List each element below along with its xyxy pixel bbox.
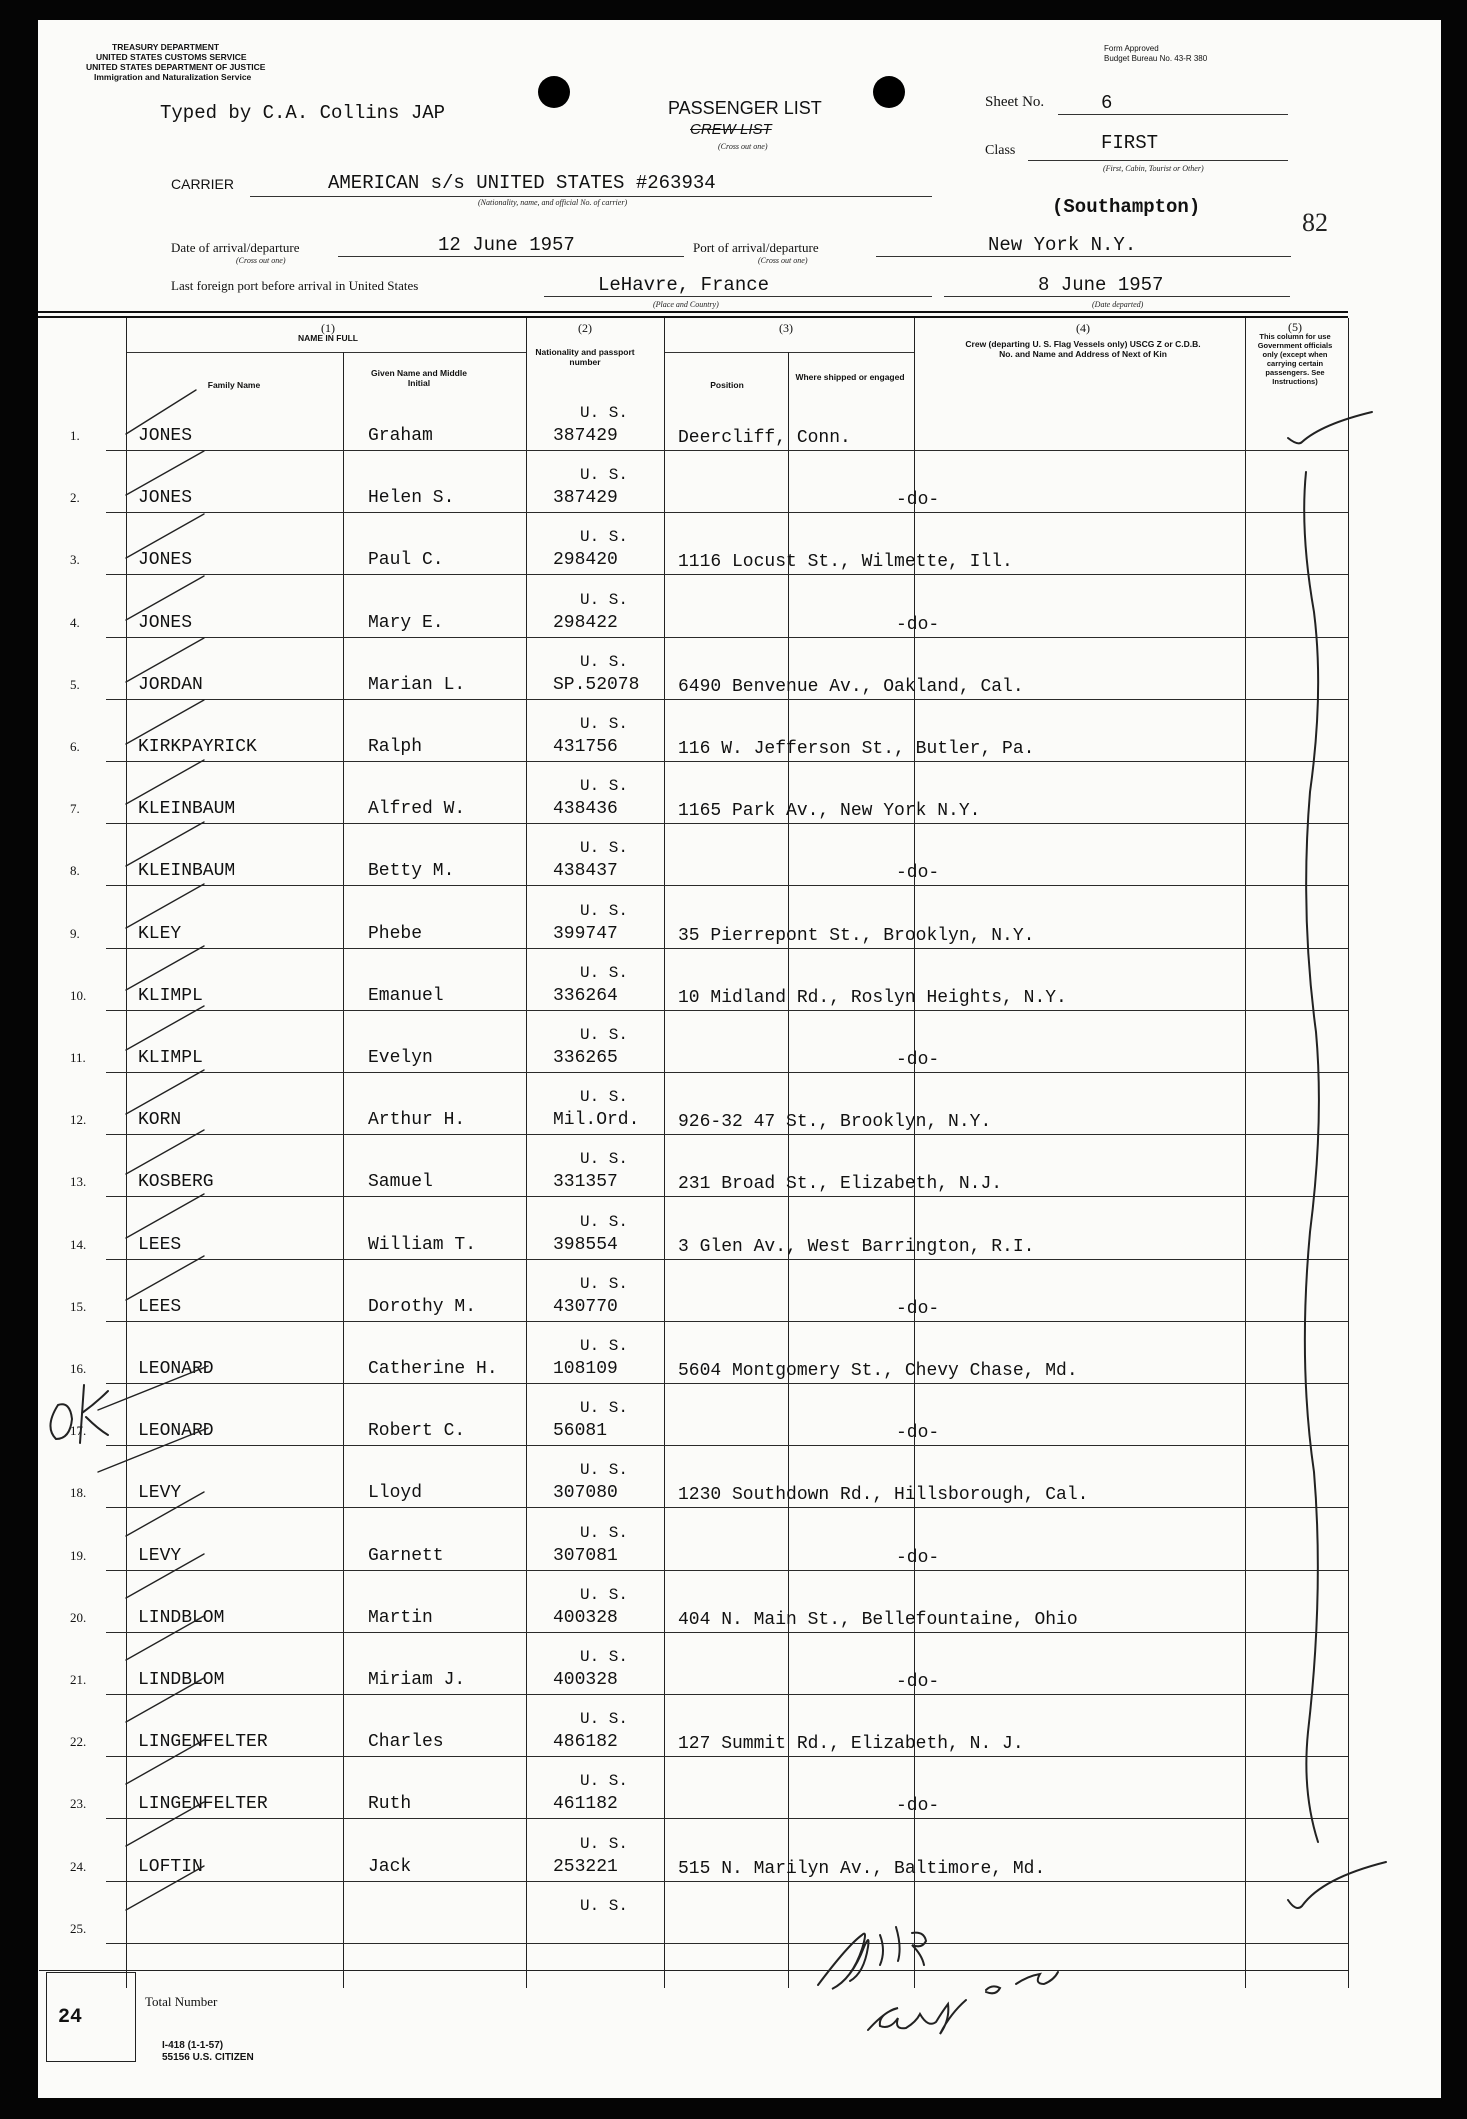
punch-hole-left [538, 76, 570, 108]
column-1-title: NAME IN FULL [298, 333, 358, 343]
address: -do- [896, 1796, 940, 1817]
page-number: 82 [1302, 208, 1328, 237]
given-name: Emanuel [368, 985, 444, 1006]
agency-line-3: UNITED STATES DEPARTMENT OF JUSTICE [86, 62, 266, 72]
address: 404 N. Main St., Bellefountaine, Ohio [678, 1609, 1078, 1630]
agency-line-2: UNITED STATES CUSTOMS SERVICE [96, 52, 247, 62]
address: 1230 Southdown Rd., Hillsborough, Cal. [678, 1485, 1089, 1506]
date-arrival-value: 12 June 1957 [438, 234, 575, 256]
given-name: William T. [368, 1234, 477, 1255]
row-divider [106, 1694, 1348, 1695]
passport-number: 486182 [553, 1732, 618, 1753]
column-3-number: (3) [779, 321, 793, 335]
address: 926-32 47 St., Brooklyn, N.Y. [678, 1112, 992, 1133]
address: -do- [896, 1672, 940, 1692]
row-divider [106, 637, 1348, 638]
address: 10 Midland Rd., Roslyn Heights, N.Y. [678, 987, 1067, 1008]
nationality: U. S. [580, 1150, 629, 1169]
family-name: KLEINBAUM [138, 799, 236, 820]
port-arrival-label: Port of arrival/departure [693, 240, 819, 255]
date-arrival-note: (Cross out one) [236, 256, 286, 265]
passport-number: 438436 [553, 799, 618, 820]
family-name: KIRKPAYRICK [138, 737, 257, 757]
nationality: U. S. [580, 1461, 629, 1480]
nationality: U. S. [580, 528, 629, 547]
address: -do- [896, 1050, 940, 1070]
position-header: Position [710, 380, 744, 390]
row-number: 16. [70, 1361, 87, 1376]
family-name-header: Family Name [207, 380, 261, 390]
row-number: 14. [70, 1236, 87, 1252]
family-name: LEVY [138, 1483, 182, 1504]
row-divider [106, 1134, 1348, 1135]
given-name: Evelyn [368, 1048, 433, 1068]
agency-line-1: TREASURY DEPARTMENT [112, 42, 220, 52]
nationality: U. S. [580, 1337, 629, 1355]
address: 35 Pierrepont St., Brooklyn, N.Y. [678, 925, 1035, 946]
row-number: 3. [70, 552, 80, 568]
family-name: KOSBERG [138, 1172, 214, 1193]
last-port-date: 8 June 1957 [1038, 274, 1164, 296]
given-name: Jack [368, 1856, 412, 1877]
nationality: U. S. [580, 1585, 629, 1604]
nationality: U. S. [580, 590, 629, 609]
row-number: 2. [70, 490, 80, 506]
given-name: Ruth [368, 1794, 412, 1815]
nationality-header: Nationality and passport number [535, 347, 635, 367]
passport-number: 298420 [553, 550, 618, 571]
address: 116 W. Jefferson St., Butler, Pa. [678, 739, 1035, 759]
family-name: LEONARD [138, 1359, 214, 1379]
agency-line-4: Immigration and Naturalization Service [94, 72, 252, 82]
row-number: 22. [70, 1734, 87, 1750]
last-port-label: Last foreign port before arrival in United States [171, 278, 419, 293]
crew-header: Crew (departing U. S. Flag Vessels only) USCG Z or C.D.B. No. and Name and Address of Next of Kin [965, 339, 1201, 359]
address: -do- [896, 1547, 940, 1568]
given-name: Marian L. [368, 674, 466, 695]
family-name: JONES [138, 550, 193, 571]
row-number: 15. [70, 1298, 87, 1314]
family-name: JONES [138, 612, 193, 633]
row-divider [106, 1196, 1348, 1197]
address: Deercliff, Conn. [678, 428, 851, 448]
nationality: U. S. [580, 1710, 629, 1729]
title-passenger-list: PASSENGER LIST [668, 98, 822, 118]
given-name: Phebe [368, 923, 423, 944]
total-value: 24 [58, 2006, 83, 2029]
nationality: U. S. [580, 652, 629, 671]
passport-number: 56081 [553, 1421, 608, 1442]
last-port-date-note: (Date departed) [1092, 300, 1144, 309]
class-note: (First, Cabin, Tourist or Other) [1103, 164, 1204, 173]
family-name: LINGENFELTER [138, 1732, 268, 1753]
row-divider [106, 512, 1348, 513]
passport-number: 399747 [553, 923, 618, 944]
column-4-number: (4) [1076, 321, 1090, 335]
family-name: KLIMPL [138, 985, 203, 1006]
given-name: Catherine H. [368, 1359, 498, 1379]
address: 231 Broad St., Elizabeth, N.J. [678, 1174, 1003, 1195]
row-divider [106, 699, 1348, 700]
carrier-note: (Nationality, name, and official No. of carrier) [478, 198, 628, 207]
given-name: Graham [368, 426, 433, 446]
row-divider [106, 1570, 1348, 1571]
passport-number: 331357 [553, 1172, 618, 1193]
where-shipped-header: Where shipped or engaged [795, 372, 905, 382]
nationality: U. S. [580, 1834, 629, 1853]
row-divider [106, 1321, 1348, 1322]
nationality: U. S. [580, 1772, 629, 1791]
passport-number: 108109 [553, 1359, 618, 1379]
family-name: LEVY [138, 1545, 182, 1566]
row-number: 12. [70, 1112, 87, 1128]
given-name: Betty M. [368, 861, 455, 882]
address: 515 N. Marilyn Av., Baltimore, Md. [678, 1858, 1046, 1879]
address: 1116 Locust St., Wilmette, Ill. [678, 552, 1013, 573]
address: 3 Glen Av., West Barrington, R.I. [678, 1236, 1035, 1257]
passport-number: 307080 [553, 1483, 618, 1504]
family-name: JONES [138, 426, 193, 446]
title-crew-list: CREW LIST [690, 121, 772, 138]
row-number: 21. [70, 1672, 87, 1687]
given-name: Dorothy M. [368, 1296, 477, 1317]
given-name: Alfred W. [368, 799, 466, 820]
passport-number: 253221 [553, 1856, 618, 1877]
address: 6490 Benvenue Av., Oakland, Cal. [678, 676, 1024, 697]
nationality: U. S. [580, 404, 629, 422]
nationality: U. S. [580, 1648, 629, 1666]
nationality: U. S. [580, 1026, 629, 1044]
manifest-page [38, 20, 1441, 2098]
nationality: U. S. [580, 963, 629, 982]
given-name: Charles [368, 1732, 444, 1753]
row-number: 13. [70, 1174, 87, 1190]
nationality: U. S. [580, 1896, 629, 1915]
row-divider [106, 1507, 1348, 1508]
passport-number: 400328 [553, 1670, 618, 1690]
last-port-note: (Place and Country) [653, 300, 719, 309]
passport-number: SP.52078 [553, 674, 640, 695]
row-number: 9. [70, 925, 80, 941]
row-number: 6. [70, 739, 80, 754]
sheet-number: 6 [1101, 92, 1113, 114]
southampton: (Southampton) [1052, 196, 1201, 218]
family-name: KLEINBAUM [138, 861, 236, 882]
passport-number: Mil.Ord. [553, 1110, 640, 1131]
total-label: Total Number [145, 1994, 218, 2009]
date-arrival-label: Date of arrival/departure [171, 240, 300, 255]
given-name: Arthur H. [368, 1110, 466, 1131]
address: -do- [896, 1298, 940, 1319]
family-name: JONES [138, 488, 193, 509]
nationality: U. S. [580, 1088, 629, 1107]
row-divider [106, 1818, 1348, 1819]
nationality: U. S. [580, 1523, 629, 1542]
passport-number: 336265 [553, 1048, 618, 1068]
nationality: U. S. [580, 1212, 629, 1231]
passport-number: 431756 [553, 737, 618, 757]
passport-number: 461182 [553, 1794, 618, 1815]
row-number: 25. [70, 1920, 87, 1936]
row-divider [106, 761, 1348, 762]
given-name: Miriam J. [368, 1670, 466, 1690]
row-divider [106, 1632, 1348, 1633]
row-number: 19. [70, 1547, 87, 1563]
row-number: 23. [70, 1796, 87, 1812]
passport-number: 398554 [553, 1234, 618, 1255]
nationality: U. S. [580, 1274, 629, 1293]
given-name: Ralph [368, 737, 423, 757]
column-1-number: (1) [321, 321, 335, 335]
row-divider [106, 450, 1348, 451]
last-port-value: LeHavre, France [598, 274, 770, 296]
nationality: U. S. [580, 715, 629, 733]
family-name: LINDBLOM [138, 1607, 225, 1628]
given-name-header: Given Name and Middle Initial [371, 368, 467, 388]
given-name: Garnett [368, 1545, 444, 1566]
address: 127 Summit Rd., Elizabeth, N. J. [678, 1734, 1024, 1755]
class-value: FIRST [1101, 132, 1159, 154]
given-name: Mary E. [368, 612, 444, 633]
row-divider [106, 1259, 1348, 1260]
family-name: LEES [138, 1234, 182, 1255]
typed-by: Typed by C.A. Collins JAP [160, 102, 446, 124]
passport-number: 438437 [553, 861, 618, 882]
address: 1165 Park Av., New York N.Y. [678, 801, 981, 822]
family-name: KLIMPL [138, 1048, 203, 1068]
row-divider [106, 1383, 1348, 1384]
sheet-label: Sheet No. [985, 94, 1045, 110]
row-divider [106, 885, 1348, 886]
address: -do- [896, 863, 940, 884]
port-arrival-value: New York N.Y. [988, 234, 1137, 256]
nationality: U. S. [580, 777, 629, 796]
row-number: 10. [70, 987, 87, 1003]
checkmark-bottom [1288, 1862, 1386, 1908]
nationality: U. S. [580, 901, 629, 920]
cross-out-note: (Cross out one) [718, 142, 768, 151]
passport-number: 400328 [553, 1607, 618, 1628]
row-divider [106, 823, 1348, 824]
form-approved: Form Approved [1104, 44, 1159, 53]
given-name: Paul C. [368, 550, 444, 571]
row-divider [106, 1010, 1348, 1011]
checkmark-top [1288, 412, 1372, 443]
budget-bureau: Budget Bureau No. 43-R 380 [1104, 54, 1208, 63]
given-name: Lloyd [368, 1483, 423, 1504]
class-label: Class [985, 143, 1016, 158]
given-name: Samuel [368, 1172, 433, 1193]
row-divider [106, 948, 1348, 949]
passport-number: 387429 [553, 488, 618, 509]
column-5-number: (5) [1288, 320, 1302, 334]
passport-number: 298422 [553, 612, 618, 633]
row-divider [106, 1943, 1348, 1944]
row-number: 18. [70, 1485, 87, 1501]
family-name: LINDBLOM [138, 1670, 225, 1690]
row-divider [106, 574, 1348, 575]
family-name: KORN [138, 1110, 182, 1131]
family-name: LOFTIN [138, 1856, 203, 1877]
row-number: 20. [70, 1609, 87, 1625]
review-line [1304, 472, 1319, 1842]
row-number: 17. [70, 1423, 87, 1439]
port-arrival-note: (Cross out one) [758, 256, 808, 265]
form-series: 55156 U.S. CITIZEN [162, 2052, 254, 2063]
row-number: 7. [70, 801, 80, 817]
row-divider [106, 1756, 1348, 1757]
row-number: 1. [70, 428, 80, 443]
row-divider [106, 1881, 1348, 1882]
family-name: LEES [138, 1296, 182, 1317]
row-divider [106, 1072, 1348, 1073]
passport-number: 307081 [553, 1545, 618, 1566]
family-name: LINGENFELTER [138, 1794, 268, 1815]
punch-hole-right [873, 76, 905, 108]
address: -do- [896, 1423, 940, 1444]
nationality: U. S. [580, 466, 629, 485]
carrier-label: CARRIER [171, 176, 235, 192]
carrier-value: AMERICAN s/s UNITED STATES #263934 [328, 172, 716, 194]
row-number: 5. [70, 676, 80, 692]
family-name: JORDAN [138, 674, 203, 695]
row-divider [106, 1445, 1348, 1446]
column-2-number: (2) [578, 321, 592, 335]
address: -do- [896, 490, 940, 511]
given-name: Martin [368, 1607, 433, 1628]
address: 5604 Montgomery St., Chevy Chase, Md. [678, 1361, 1078, 1381]
passport-number: 430770 [553, 1296, 618, 1317]
row-number: 4. [70, 614, 80, 630]
form-number: I-418 (1-1-57) [162, 2040, 224, 2051]
passport-number: 336264 [553, 985, 618, 1006]
family-name: LEONARD [138, 1421, 214, 1442]
given-name: Helen S. [368, 488, 455, 509]
address: -do- [896, 614, 940, 635]
passport-number: 387429 [553, 426, 618, 446]
row-number: 11. [70, 1050, 86, 1065]
govt-use-header: This column for use Government officials only (except when carrying certain passengers. See Instructions) [1257, 332, 1333, 386]
nationality: U. S. [580, 1399, 629, 1418]
given-name: Robert C. [368, 1421, 466, 1442]
family-name: KLEY [138, 923, 182, 944]
row-number: 8. [70, 863, 80, 879]
row-number: 24. [70, 1858, 87, 1874]
nationality: U. S. [580, 839, 629, 858]
